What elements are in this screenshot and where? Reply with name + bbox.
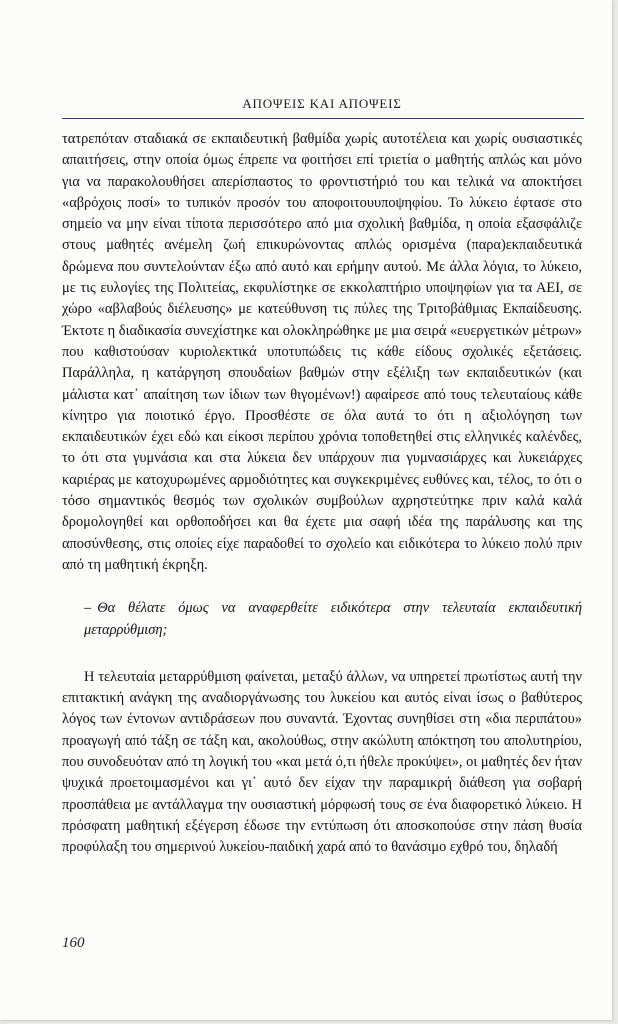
interview-question	[84, 598, 582, 641]
page-number: 160	[62, 935, 85, 951]
body-text	[62, 129, 582, 859]
paragraph-continued: τατρεπόταν σταδιακά σε εκπαιδευτική βαθμίδα χωρίς αυτοτέλεια και χωρίς ουσιαστικές απαιτήσεις, στην οποία όμως έπρεπε να φοιτήσει επί τριετία ο μαθητής απλώς και μόνο για να παρακολουθήσει απερίσπαστος το φροντιστήριό του και τελικά να αποκτήσει «αβρόχοις ποσί» το τυπικόν προσόν του αποφοιτουυποψηφίου. Το λύκειο έφτασε στο σημείο να μην είναι τίποτα περισσότερο από μια σχολική βαθμίδα, η οποία εξασφάλιζε στους μαθητές ανέμελη ζωή επικυρώνοντας απλώς ορισμένα (παρα)εκπαιδευτικά δρώμενα που συντελούνταν έξω από αυτό και ερήμην αυτού. Με άλλα λόγια, το λύκειο, με τις ευλογίες της Πολιτείας, εκφυλίστηκε σε εκκολαπτήριο υποψηφίων για τα ΑΕΙ, σε χώρο «αβλαβούς διέλευσης» με κατεύθυνση τις πύλες της Τριτοβάθμιας Εκπαίδευσης. Έκτοτε η διαδικασία συνεχίστηκε και ολοκληρώθηκε με μια σειρά «ευεργετικών μέτρων» που καθιστούσαν κυριολεκτικά υποτυπώδεις τις κάθε είδους σχολικές εξετάσεις. Παράλληλα, η κατάργηση σπουδαίων βαθμών στην εξέλιξη των εκπαιδευτικών (και μάλιστα κατ᾽ απαίτηση των ίδιων των θιγομένων!) αφαίρεσε από τους τελευταίους κάθε κίνητρο για ποιοτικό έργο. Προσθέστε σε όλα αυτά το ότι η αξιολόγηση των εκπαιδευτικών έχει εδώ και είκοσι περίπου χρόνια τοποθετηθεί στις ελληνικές καλένδες, το ότι στα γυμνάσια και στα λύκεια δεν υπάρχουν πια γυμνασιάρχες και λυκειάρχες καριέρας με κατοχυρωμένες αρμοδιότητες και συγκεκριμένες ευθύνες και, τέλος, το ότι ο τόσο σημαντικός θεσμός των σχολικών συμβούλων αχρηστεύτηκε πριν καλά καλά δρομολογηθεί και ορθοποδήσει και θα έχετε μια σαφή ιδέα της παράλυσης και της αποσύνθεσης, στις οποίες είχε παραδοθεί το σχολείο και ειδικότερα το λύκειο πολύ πριν από τη μαθητική έκρηξη.	[62, 131, 582, 573]
running-header: ΑΠΟΨΕΙΣ ΚΑΙ ΑΠΟΨΕΙΣ	[242, 96, 402, 111]
question-text: Θα θέλατε όμως να αναφερθείτε ειδικότερα στην τελευταία εκπαιδευτική μεταρρύθμιση;	[84, 600, 582, 638]
header-rule	[62, 118, 584, 119]
question-dash: –	[84, 600, 92, 617]
answer-paragraph: Η τελευταία μεταρρύθμιση φαίνεται, μεταξύ άλλων, να υπηρετεί πρωτίστως αυτή την επιτακτική ανάγκη της αναδιοργάνωσης του λυκείου και αυτός είναι ίσως ο βαθύτερος λόγος των έντονων αντιδράσεων που συναντά. Έχοντας συνηθίσει στη «δια περιπάτου» προαγωγή από τάξη σε τάξη και, ακολούθως, στην ακώλυτη απόκτηση του απολυτηρίου, που συνοδευόταν από τη λογική του «και μετά ό,τι ήθελε προκύψει», οι μαθητές δεν ήταν ψυχικά προετοιμασμένοι και γι᾽ αυτό δεν είχαν την παραμικρή διάθεση για σοβαρή προσπάθεια με αντάλλαγμα την ουσιαστική μόρφωσή τους σε ένα διαφορετικό λύκειο. Η πρόσφατη μαθητική εξέγερση έδωσε την εντύπωση ότι αποσκοπούσε στην πάση θυσία προφύλαξη του σημερινού λυκείου-παιδική χαρά από το θανάσιμο εχθρό του, δηλαδή	[62, 668, 582, 856]
